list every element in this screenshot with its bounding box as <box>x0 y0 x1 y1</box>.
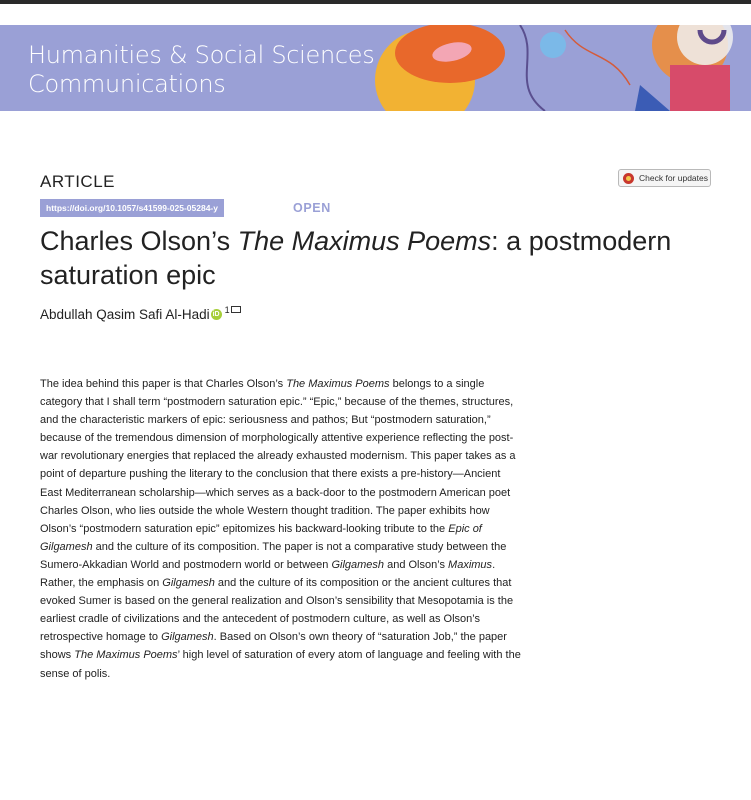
abstract-text-run: and the culture of its composition. The paper is not a comparative study between the Sumero-Akkadian World and postmodern world or between <box>40 540 507 571</box>
doi-link[interactable]: https://doi.org/10.1057/s41599-025-05284-y <box>40 199 224 217</box>
abstract-italic-run: The Maximus Poems <box>286 378 390 390</box>
author-affiliation: 1 <box>224 304 230 315</box>
email-icon[interactable] <box>231 306 241 313</box>
journal-name-line-1: Humanities & Social Sciences <box>28 41 375 69</box>
top-bar <box>0 0 751 4</box>
abstract-italic-run: Maximus <box>448 558 493 571</box>
title-part-2: : a postmodern saturation epic <box>40 226 672 290</box>
check-for-updates-icon <box>623 173 634 184</box>
journal-name-line-2: Communications <box>28 70 226 98</box>
abstract-text-run: . Based on Olson’s own theory of “saturation Job,” the paper shows <box>40 631 507 662</box>
check-for-updates-button[interactable] <box>618 169 711 187</box>
abstract-italic-run: The Maximus Poems <box>74 649 178 662</box>
abstract-text-run: and the culture of its composition or the ancient cultures that evoked Sumer is based on the general realization and Olson’s sensibility that Mesopotamia is the earliest cradle of civilizations and the antecedent of postmodern culture, as well as Olson’s retrospective homage to <box>40 577 514 644</box>
abstract-italic-run: Gilgamesh <box>161 631 214 644</box>
check-for-updates-label: Check for updates <box>639 173 708 183</box>
article-title <box>40 224 730 292</box>
article-type-label: ARTICLE <box>40 172 115 191</box>
orcid-icon[interactable]: iD <box>212 311 220 318</box>
abstract <box>40 375 525 683</box>
abstract-italic-run: Epic of Gilgamesh <box>40 522 482 553</box>
author-name[interactable]: Abdullah Qasim Safi Al-Hadi <box>40 307 210 322</box>
title-part-1: Charles Olson’s <box>40 226 238 256</box>
open-access-label: OPEN <box>293 201 331 215</box>
journal-name[interactable] <box>28 41 374 99</box>
banner-artwork <box>370 25 751 111</box>
author-line <box>40 304 241 322</box>
journal-banner <box>0 25 751 111</box>
abstract-text-run: The idea behind this paper is that Charles Olson’s <box>40 378 287 390</box>
abstract-text-run: ’ high level of saturation of every atom of language and feeling with the sense of polis. <box>40 649 521 680</box>
title-italic-work: The Maximus Poems <box>237 226 492 256</box>
abstract-italic-run: Gilgamesh <box>331 558 385 571</box>
abstract-text-run: belongs to a single category that I shall term “postmodern saturation epic.” “Epic,” because of the themes, structures, and the characteristic markers of epic: seriousness and pathos; But “postmodern saturation,” because of the tremendous dimension of morphologically attentive experience reflecting the post-war revolutionary energies that replaced the already exhausted modernism. This paper takes as a point of departure pushing the literary to the conclusion that there exists a pre-history—Ancient East Mediterranean scholarship—which serves as a back-door to the postmodern American poet Charles Olson, who lies outside the whole Western thought tradition. The paper exhibits how Olson’s “postmodern saturation epic” epitomizes his backward-looking tribute to the <box>40 378 516 535</box>
abstract-italic-run: Gilgamesh <box>162 577 215 590</box>
abstract-text-run: . Rather, the emphasis on <box>40 558 496 590</box>
abstract-text-run: and Olson’s <box>384 558 449 571</box>
